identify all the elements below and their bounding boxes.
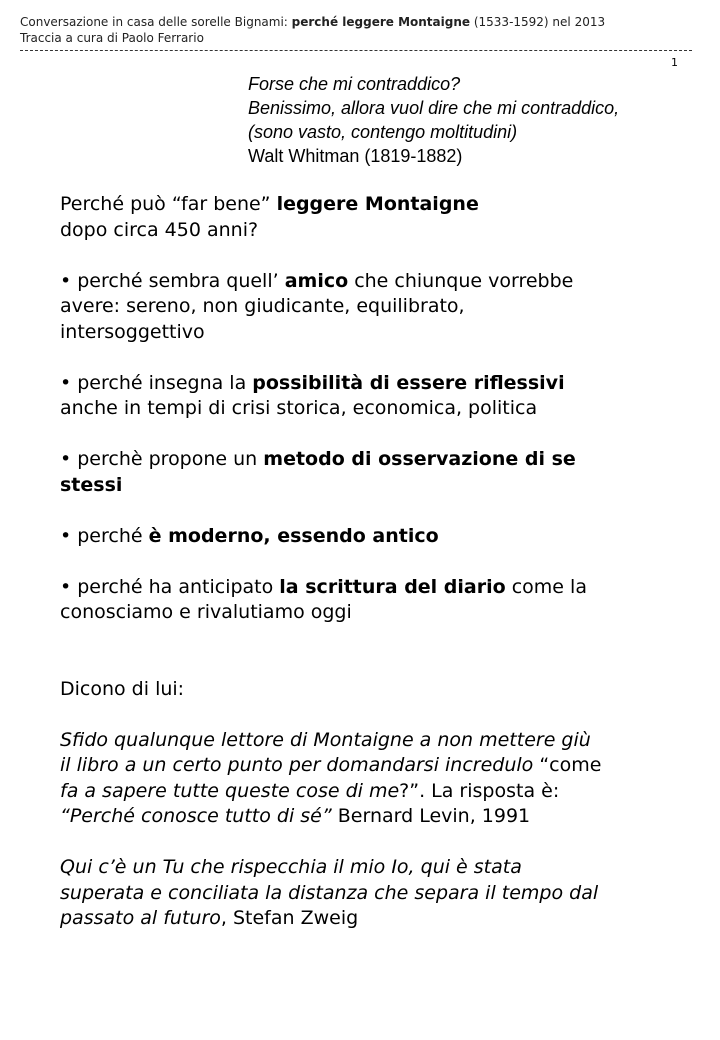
epigraph [248, 72, 708, 168]
page-header [20, 14, 700, 46]
bullet-item: • perché è moderno, essendo antico [60, 524, 439, 547]
bullet-item: • perché sembra quell’ amico che chiunque vorrebbe avere: sereno, non giudicante, equilibrato, intersoggettivo [60, 269, 574, 343]
header-title-bold: perché leggere Montaigne [291, 15, 471, 29]
dicono-heading: Dicono di lui: [60, 677, 185, 700]
intro-line-2: dopo circa 450 anni? [60, 218, 259, 241]
epigraph-line-3: (sono vasto, contengo moltitudini) [248, 122, 518, 142]
header-line-2: Traccia a cura di Paolo Ferrario [20, 31, 204, 45]
quote-zweig: Qui c’è un Tu che rispecchia il mio Io, qui è stata superata e conciliata la distanza che separa il tempo dal passato al futuro, Stefan Zweig [60, 856, 599, 929]
page-number: 1 [671, 56, 678, 69]
main-content [60, 192, 690, 932]
epigraph-line-2: Benissimo, allora vuol dire che mi contraddico, [248, 98, 620, 118]
bullet-item: • perché ha anticipato la scrittura del diario come la conosciamo e rivalutiamo oggi [60, 575, 587, 623]
bullet-item: • perchè propone un metodo di osservazione di se stessi [60, 448, 576, 496]
header-divider [20, 50, 692, 51]
epigraph-line-1: Forse che mi contraddico? [248, 74, 461, 94]
bullet-item: • perché insegna la possibilità di essere riflessivi anche in tempi di crisi storica, economica, politica [60, 371, 565, 419]
quote-levin: Sfido qualunque lettore di Montaigne a non mettere giù il libro a un certo punto per domandarsi incredulo “come fa a sapere tutte queste cose di me?”. La risposta è: “Perché conosce tutto di sé” Bernard Levin, 1991 [60, 728, 602, 827]
intro-line-1: Perché può “far bene” leggere Montaigne [60, 193, 479, 215]
epigraph-attribution: Walt Whitman (1819-1882) [248, 146, 463, 166]
header-line-1: Conversazione in casa delle sorelle Bignami: perché leggere Montaigne (1533-1592) nel 2013 [20, 15, 606, 29]
